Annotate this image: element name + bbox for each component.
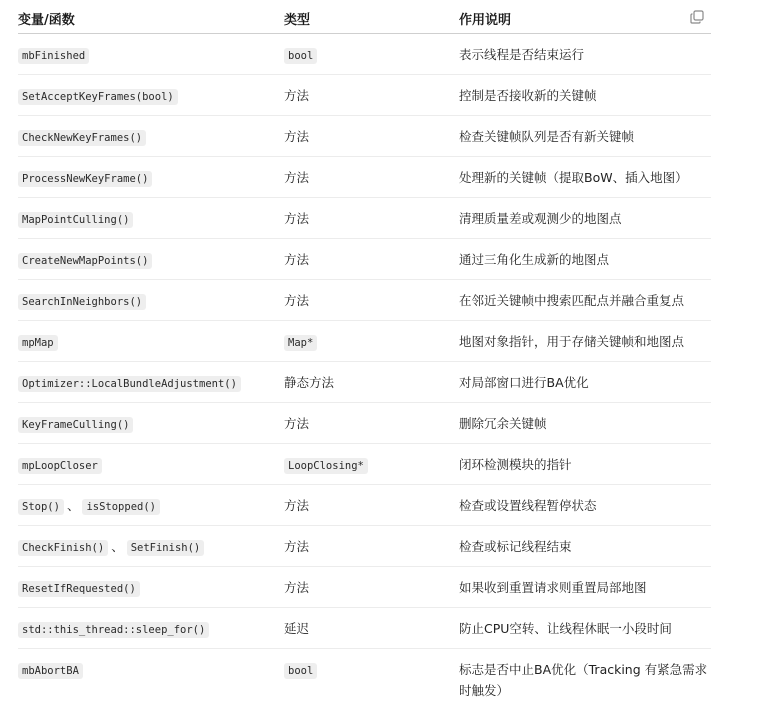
cell-description <box>459 444 711 485</box>
code-identifier: isStopped() <box>82 499 160 515</box>
cell-description <box>459 157 711 198</box>
cell-variable-function <box>18 526 284 567</box>
description-text: 检查或设置线程暂停状态 <box>459 498 597 513</box>
cell-description <box>459 567 711 608</box>
cell-type <box>284 485 459 526</box>
cell-type <box>284 34 459 75</box>
cell-type <box>284 526 459 567</box>
cell-variable-function <box>18 649 284 715</box>
description-text: 地图对象指针，用于存储关键帧和地图点 <box>459 334 684 349</box>
table-row <box>18 362 711 403</box>
header-col2-label: 类型 <box>284 13 310 28</box>
code-identifier: ProcessNewKeyFrame() <box>18 171 152 187</box>
cell-variable-function <box>18 321 284 362</box>
table-row <box>18 75 711 116</box>
cell-description <box>459 75 711 116</box>
table-row <box>18 157 711 198</box>
cell-type <box>284 567 459 608</box>
table-row <box>18 34 711 75</box>
code-identifier: mbAbortBA <box>18 663 83 679</box>
cell-type <box>284 362 459 403</box>
copy-icon[interactable] <box>689 9 705 25</box>
cell-variable-function <box>18 116 284 157</box>
type-text: 方法 <box>284 580 309 595</box>
description-text: 处理新的关键帧（提取BoW、插入地图） <box>459 170 688 185</box>
type-code: bool <box>284 48 317 64</box>
table-row <box>18 649 711 715</box>
cell-variable-function <box>18 198 284 239</box>
description-text: 清理质量差或观测少的地图点 <box>459 211 622 226</box>
header-col1-label: 变量/函数 <box>18 13 75 28</box>
copy-icon-graphic <box>689 9 705 25</box>
table-row <box>18 198 711 239</box>
cell-description <box>459 403 711 444</box>
name-separator: 、 <box>111 539 124 554</box>
description-text: 删除冗余关键帧 <box>459 416 547 431</box>
description-text: 控制是否接收新的关键帧 <box>459 88 597 103</box>
cell-variable-function <box>18 567 284 608</box>
type-text: 方法 <box>284 498 309 513</box>
type-code: Map* <box>284 335 317 351</box>
cell-type <box>284 608 459 649</box>
type-text: 方法 <box>284 252 309 267</box>
cell-variable-function <box>18 608 284 649</box>
type-text: 延迟 <box>284 621 309 636</box>
code-identifier: Optimizer::LocalBundleAdjustment() <box>18 376 241 392</box>
cell-variable-function <box>18 280 284 321</box>
type-code: LoopClosing* <box>284 458 368 474</box>
description-text: 如果收到重置请求则重置局部地图 <box>459 580 647 595</box>
cell-variable-function <box>18 485 284 526</box>
table-row <box>18 444 711 485</box>
cell-type <box>284 75 459 116</box>
cell-description <box>459 116 711 157</box>
header-col3-label: 作用说明 <box>459 13 511 28</box>
description-text: 表示线程是否结束运行 <box>459 47 584 62</box>
cell-description <box>459 198 711 239</box>
table-header-row <box>18 0 711 34</box>
type-text: 方法 <box>284 293 309 308</box>
type-text: 方法 <box>284 170 309 185</box>
description-text: 标志是否中止BA优化（Tracking 有紧急需求时触发） <box>459 662 707 698</box>
description-text: 闭环检测模块的指针 <box>459 457 572 472</box>
description-text: 检查关键帧队列是否有新关键帧 <box>459 129 634 144</box>
type-text: 方法 <box>284 416 309 431</box>
cell-variable-function <box>18 239 284 280</box>
table-row <box>18 567 711 608</box>
cell-variable-function <box>18 444 284 485</box>
cell-type <box>284 280 459 321</box>
cell-description <box>459 526 711 567</box>
code-identifier: SetFinish() <box>127 540 205 556</box>
header-variable-function <box>18 0 284 34</box>
cell-type <box>284 649 459 715</box>
cell-description <box>459 321 711 362</box>
cell-variable-function <box>18 75 284 116</box>
table-row <box>18 321 711 362</box>
cell-description <box>459 362 711 403</box>
code-identifier: KeyFrameCulling() <box>18 417 133 433</box>
code-identifier: CreateNewMapPoints() <box>18 253 152 269</box>
type-text: 方法 <box>284 211 309 226</box>
type-text: 方法 <box>284 539 309 554</box>
variables-table <box>18 0 711 715</box>
cell-type <box>284 239 459 280</box>
data-table-container <box>18 0 711 715</box>
table-row <box>18 485 711 526</box>
code-identifier: CheckFinish() <box>18 540 108 556</box>
description-text: 防止CPU空转、让线程休眠一小段时间 <box>459 621 672 636</box>
table-row <box>18 239 711 280</box>
code-identifier: Stop() <box>18 499 64 515</box>
cell-description <box>459 608 711 649</box>
cell-description <box>459 34 711 75</box>
type-text: 方法 <box>284 88 309 103</box>
name-separator: 、 <box>67 498 80 513</box>
table-row <box>18 608 711 649</box>
code-identifier: SearchInNeighbors() <box>18 294 146 310</box>
cell-variable-function <box>18 34 284 75</box>
table-row <box>18 280 711 321</box>
type-code: bool <box>284 663 317 679</box>
code-identifier: MapPointCulling() <box>18 212 133 228</box>
header-description <box>459 0 711 34</box>
cell-type <box>284 321 459 362</box>
cell-description <box>459 280 711 321</box>
description-text: 在邻近关键帧中搜索匹配点并融合重复点 <box>459 293 684 308</box>
type-text: 方法 <box>284 129 309 144</box>
table-row <box>18 403 711 444</box>
cell-type <box>284 403 459 444</box>
code-identifier: mpMap <box>18 335 58 351</box>
code-identifier: mpLoopCloser <box>18 458 102 474</box>
cell-type <box>284 198 459 239</box>
table-body <box>18 34 711 715</box>
code-identifier: std::this_thread::sleep_for() <box>18 622 209 638</box>
cell-variable-function <box>18 362 284 403</box>
code-identifier: ResetIfRequested() <box>18 581 140 597</box>
code-identifier: CheckNewKeyFrames() <box>18 130 146 146</box>
cell-type <box>284 116 459 157</box>
description-text: 检查或标记线程结束 <box>459 539 572 554</box>
cell-description <box>459 239 711 280</box>
code-identifier: mbFinished <box>18 48 89 64</box>
description-text: 对局部窗口进行BA优化 <box>459 375 589 390</box>
cell-type <box>284 444 459 485</box>
cell-variable-function <box>18 403 284 444</box>
type-text: 静态方法 <box>284 375 334 390</box>
table-row <box>18 526 711 567</box>
description-text: 通过三角化生成新的地图点 <box>459 252 609 267</box>
cell-type <box>284 157 459 198</box>
cell-description <box>459 649 711 715</box>
table-row <box>18 116 711 157</box>
cell-variable-function <box>18 157 284 198</box>
header-type <box>284 0 459 34</box>
cell-description <box>459 485 711 526</box>
code-identifier: SetAcceptKeyFrames(bool) <box>18 89 178 105</box>
